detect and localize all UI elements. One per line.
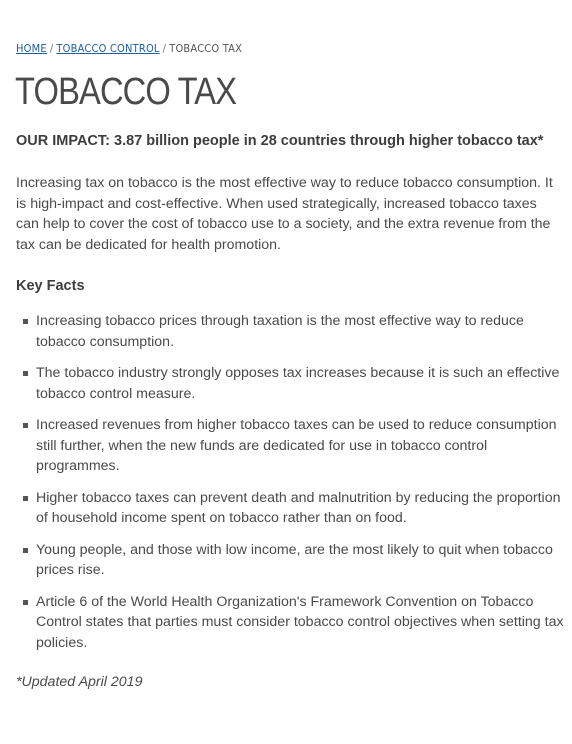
key-fact-text: Higher tobacco taxes can prevent death and malnutrition by reducing the proportion of household income spent on tobacco rather than on food. [36, 489, 561, 526]
key-fact-item [16, 363, 564, 404]
page-title: TOBACCO TAX [15, 71, 237, 113]
breadcrumb-separator: / [49, 42, 54, 55]
key-fact-text: Article 6 of the World Health Organization's Framework Convention on Tobacco Control states that parties must consider tobacco control objectives when setting tax policies. [36, 593, 564, 651]
breadcrumb-current: TOBACCO TAX [169, 42, 243, 55]
bullet-icon [23, 371, 28, 376]
impact-statement: OUR IMPACT: 3.87 billion people in 28 countries through higher tobacco tax* [16, 133, 544, 149]
breadcrumb [16, 42, 242, 55]
key-fact-text: Increased revenues from higher tobacco taxes can be used to reduce consumption still further, when the new funds are dedicated for use in tobacco control programmes. [36, 417, 557, 474]
updated-footnote: *Updated April 2019 [16, 674, 143, 690]
bullet-icon [23, 496, 28, 501]
bullet-icon [23, 319, 28, 324]
bullet-icon [23, 423, 28, 428]
bullet-icon [23, 548, 28, 553]
key-fact-text: Young people, and those with low income, are the most likely to quit when tobacco prices rise. [36, 541, 553, 578]
key-fact-item [16, 592, 564, 654]
key-fact-item [16, 311, 564, 352]
breadcrumb-separator: / [162, 42, 167, 55]
key-facts-heading: Key Facts [16, 278, 85, 294]
breadcrumb-link-tobacco-control[interactable]: TOBACCO CONTROL [56, 42, 160, 55]
intro-paragraph: Increasing tax on tobacco is the most effective way to reduce tobacco consumption. It is high-impact and cost-effective. When used strategically, increased tobacco taxes can help to cover the cost of tobacco use to a society, and the extra revenue from the tax can be dedicated for health promotion. [16, 175, 553, 253]
key-facts-list [16, 311, 564, 664]
key-fact-item [16, 488, 564, 529]
bullet-icon [23, 600, 28, 605]
key-fact-text: The tobacco industry strongly opposes tax increases because it is such an effective tobacco control measure. [36, 365, 560, 402]
key-fact-item [16, 540, 564, 581]
breadcrumb-link-home[interactable]: HOME [16, 42, 47, 55]
key-fact-text: Increasing tobacco prices through taxation is the most effective way to reduce tobacco consumption. [36, 313, 524, 350]
key-fact-item [16, 415, 564, 477]
